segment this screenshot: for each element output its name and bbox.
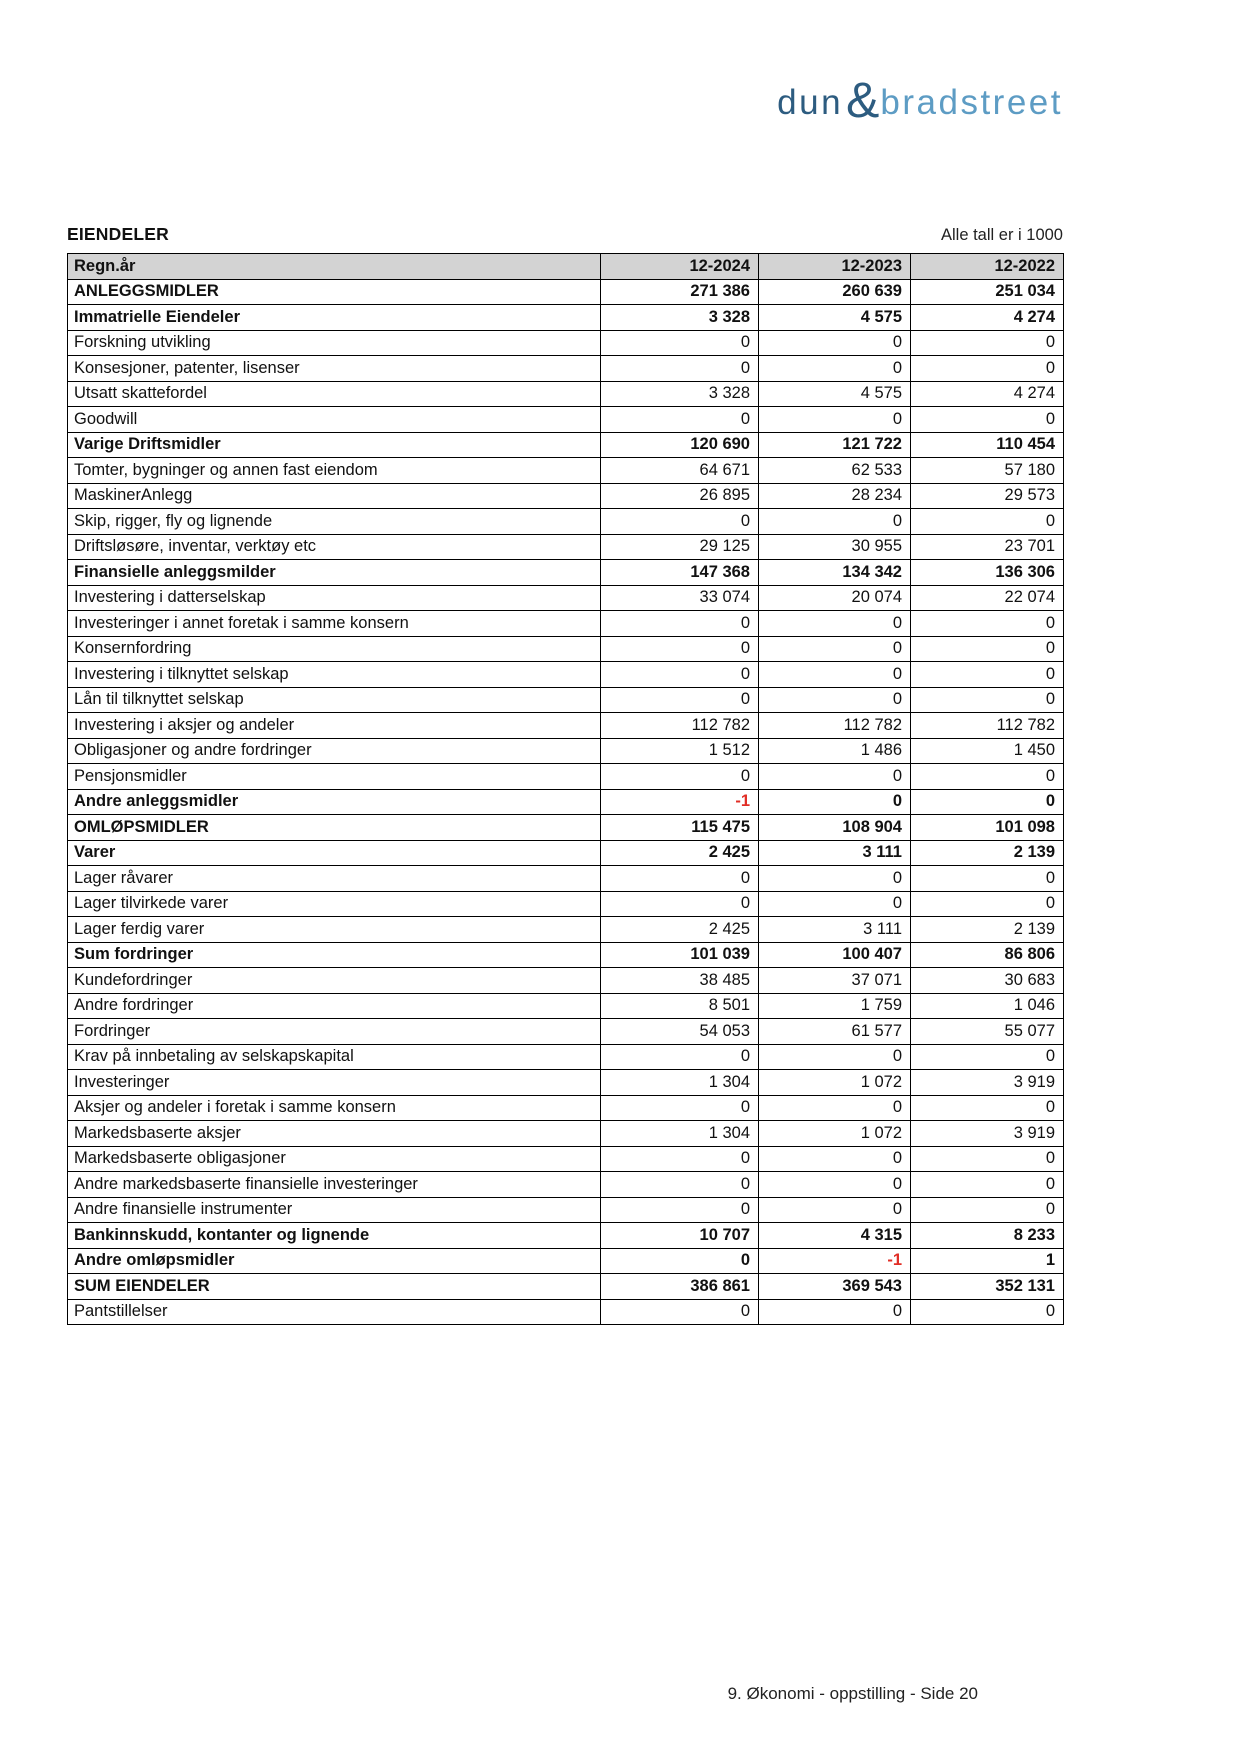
table-row [68, 330, 1064, 356]
table-row [68, 560, 1064, 586]
value-cell: 0 [759, 1044, 911, 1070]
row-label: OMLØPSMIDLER [68, 815, 601, 841]
table-row [68, 585, 1064, 611]
col-header-12-2022: 12-2022 [911, 254, 1064, 280]
page-title: EIENDELER [67, 224, 169, 244]
value-cell: 4 575 [759, 381, 911, 407]
row-label: Andre markedsbaserte finansielle investeringer [68, 1172, 601, 1198]
row-label: Forskning utvikling [68, 330, 601, 356]
row-label: Andre fordringer [68, 993, 601, 1019]
row-label: Goodwill [68, 407, 601, 433]
value-cell: 0 [601, 687, 759, 713]
value-cell: 0 [911, 1299, 1064, 1325]
table-row [68, 840, 1064, 866]
value-cell: 3 111 [759, 840, 911, 866]
col-header-12-2024: 12-2024 [601, 254, 759, 280]
value-cell: 0 [759, 330, 911, 356]
value-cell: 20 074 [759, 585, 911, 611]
value-cell: 86 806 [911, 942, 1064, 968]
table-row [68, 381, 1064, 407]
value-cell: 4 274 [911, 305, 1064, 331]
table-row [68, 1019, 1064, 1045]
logo-word-dun: dun [777, 83, 844, 122]
value-cell: 0 [759, 1197, 911, 1223]
value-cell: 4 575 [759, 305, 911, 331]
table-row [68, 968, 1064, 994]
table-row [68, 866, 1064, 892]
table-body [68, 279, 1064, 1325]
value-cell: 0 [759, 789, 911, 815]
table-row [68, 1095, 1064, 1121]
table-row [68, 815, 1064, 841]
row-label: Varige Driftsmidler [68, 432, 601, 458]
value-cell: 0 [911, 1146, 1064, 1172]
table-row [68, 1197, 1064, 1223]
value-cell: 1 072 [759, 1070, 911, 1096]
value-cell: 0 [911, 330, 1064, 356]
value-cell: 0 [601, 1095, 759, 1121]
table-row [68, 1248, 1064, 1274]
value-cell: 0 [601, 1172, 759, 1198]
value-cell: 0 [911, 407, 1064, 433]
value-cell: 260 639 [759, 279, 911, 305]
row-label: Andre finansielle instrumenter [68, 1197, 601, 1223]
value-cell: 2 425 [601, 917, 759, 943]
row-label: Lager tilvirkede varer [68, 891, 601, 917]
value-cell: 0 [911, 891, 1064, 917]
value-cell: 0 [911, 764, 1064, 790]
value-cell: 120 690 [601, 432, 759, 458]
value-cell: 54 053 [601, 1019, 759, 1045]
value-cell: 62 533 [759, 458, 911, 484]
table-row [68, 407, 1064, 433]
value-cell: 112 782 [601, 713, 759, 739]
value-cell: 0 [759, 1299, 911, 1325]
value-cell: 0 [601, 356, 759, 382]
table-row [68, 509, 1064, 535]
value-cell: -1 [601, 789, 759, 815]
value-cell: 30 683 [911, 968, 1064, 994]
value-cell: 2 425 [601, 840, 759, 866]
value-cell: 0 [601, 330, 759, 356]
value-cell: 0 [601, 1146, 759, 1172]
value-cell: 3 328 [601, 305, 759, 331]
value-cell: 8 501 [601, 993, 759, 1019]
dun-bradstreet-logo [777, 72, 1063, 128]
value-cell: 55 077 [911, 1019, 1064, 1045]
value-cell: 0 [911, 866, 1064, 892]
table-row [68, 636, 1064, 662]
value-cell: 22 074 [911, 585, 1064, 611]
value-cell: 108 904 [759, 815, 911, 841]
table-row [68, 764, 1064, 790]
table-row [68, 458, 1064, 484]
table-row [68, 1172, 1064, 1198]
value-cell: 3 919 [911, 1070, 1064, 1096]
value-cell: 26 895 [601, 483, 759, 509]
value-cell: 29 125 [601, 534, 759, 560]
row-label: MaskinerAnlegg [68, 483, 601, 509]
table-row [68, 687, 1064, 713]
table-row [68, 1274, 1064, 1300]
table-row [68, 713, 1064, 739]
row-label: Lager ferdig varer [68, 917, 601, 943]
value-cell: 369 543 [759, 1274, 911, 1300]
value-cell: 29 573 [911, 483, 1064, 509]
row-label: Investeringer [68, 1070, 601, 1096]
value-cell: 1 072 [759, 1121, 911, 1147]
table-row [68, 993, 1064, 1019]
value-cell: 0 [911, 1197, 1064, 1223]
table-row [68, 1299, 1064, 1325]
value-cell: 0 [601, 1044, 759, 1070]
logo-ampersand-icon: & [846, 72, 880, 128]
value-cell: 0 [759, 866, 911, 892]
value-cell: 110 454 [911, 432, 1064, 458]
row-label: Investering i tilknyttet selskap [68, 662, 601, 688]
value-cell: 2 139 [911, 840, 1064, 866]
row-label: Investeringer i annet foretak i samme konsern [68, 611, 601, 637]
value-cell: 0 [759, 1172, 911, 1198]
row-label: Kundefordringer [68, 968, 601, 994]
row-label: Lager råvarer [68, 866, 601, 892]
table-row [68, 662, 1064, 688]
value-cell: 57 180 [911, 458, 1064, 484]
value-cell: 0 [601, 1197, 759, 1223]
row-label: Lån til tilknyttet selskap [68, 687, 601, 713]
value-cell: 121 722 [759, 432, 911, 458]
table-row [68, 1070, 1064, 1096]
value-cell: 271 386 [601, 279, 759, 305]
value-cell: 0 [759, 356, 911, 382]
value-cell: 4 315 [759, 1223, 911, 1249]
units-note: Alle tall er i 1000 [941, 226, 1063, 244]
value-cell: 0 [911, 1044, 1064, 1070]
row-label: Immatrielle Eiendeler [68, 305, 601, 331]
value-cell: 33 074 [601, 585, 759, 611]
value-cell: 38 485 [601, 968, 759, 994]
value-cell: 3 919 [911, 1121, 1064, 1147]
row-label: Driftsløsøre, inventar, verktøy etc [68, 534, 601, 560]
value-cell: 8 233 [911, 1223, 1064, 1249]
value-cell: 0 [911, 1172, 1064, 1198]
table-row [68, 738, 1064, 764]
value-cell: 0 [601, 866, 759, 892]
value-cell: 0 [601, 764, 759, 790]
value-cell: 0 [911, 356, 1064, 382]
value-cell: 101 039 [601, 942, 759, 968]
row-label: SUM EIENDELER [68, 1274, 601, 1300]
value-cell: 101 098 [911, 815, 1064, 841]
value-cell: 147 368 [601, 560, 759, 586]
table-row [68, 305, 1064, 331]
row-label: Sum fordringer [68, 942, 601, 968]
row-label: Markedsbaserte obligasjoner [68, 1146, 601, 1172]
col-header-regnar: Regn.år [68, 254, 601, 280]
value-cell: 0 [911, 789, 1064, 815]
row-label: Obligasjoner og andre fordringer [68, 738, 601, 764]
row-label: Andre anleggsmidler [68, 789, 601, 815]
value-cell: 1 304 [601, 1121, 759, 1147]
row-label: Investering i aksjer og andeler [68, 713, 601, 739]
value-cell: 0 [759, 662, 911, 688]
table-row [68, 917, 1064, 943]
value-cell: 0 [759, 407, 911, 433]
value-cell: 1 450 [911, 738, 1064, 764]
value-cell: 0 [911, 687, 1064, 713]
value-cell: 10 707 [601, 1223, 759, 1249]
value-cell: 0 [759, 891, 911, 917]
table-row [68, 1223, 1064, 1249]
title-row [67, 224, 1063, 245]
value-cell: 0 [911, 1095, 1064, 1121]
row-label: Markedsbaserte aksjer [68, 1121, 601, 1147]
value-cell: 0 [601, 1299, 759, 1325]
value-cell: 0 [911, 611, 1064, 637]
value-cell: 112 782 [911, 713, 1064, 739]
value-cell: 251 034 [911, 279, 1064, 305]
row-label: Pantstillelser [68, 1299, 601, 1325]
table-row [68, 432, 1064, 458]
value-cell: 0 [911, 636, 1064, 662]
value-cell: 0 [601, 509, 759, 535]
value-cell: 0 [601, 891, 759, 917]
row-label: Andre omløpsmidler [68, 1248, 601, 1274]
col-header-12-2023: 12-2023 [759, 254, 911, 280]
value-cell: 1 759 [759, 993, 911, 1019]
value-cell: 3 111 [759, 917, 911, 943]
value-cell: 1 512 [601, 738, 759, 764]
row-label: Skip, rigger, fly og lignende [68, 509, 601, 535]
table-row [68, 534, 1064, 560]
value-cell: 0 [601, 662, 759, 688]
value-cell: 136 306 [911, 560, 1064, 586]
row-label: Bankinnskudd, kontanter og lignende [68, 1223, 601, 1249]
value-cell: 23 701 [911, 534, 1064, 560]
row-label: Konsesjoner, patenter, lisenser [68, 356, 601, 382]
table-header-row [68, 254, 1064, 280]
row-label: Utsatt skattefordel [68, 381, 601, 407]
value-cell: 2 139 [911, 917, 1064, 943]
value-cell: 0 [601, 1248, 759, 1274]
value-cell: 1 046 [911, 993, 1064, 1019]
row-label: Tomter, bygninger og annen fast eiendom [68, 458, 601, 484]
value-cell: 4 274 [911, 381, 1064, 407]
table-row [68, 789, 1064, 815]
row-label: Aksjer og andeler i foretak i samme konsern [68, 1095, 601, 1121]
row-label: Investering i datterselskap [68, 585, 601, 611]
value-cell: 100 407 [759, 942, 911, 968]
value-cell: 0 [759, 1146, 911, 1172]
value-cell: -1 [759, 1248, 911, 1274]
table-row [68, 1146, 1064, 1172]
value-cell: 134 342 [759, 560, 911, 586]
value-cell: 0 [759, 1095, 911, 1121]
table-row [68, 891, 1064, 917]
table-row [68, 1121, 1064, 1147]
value-cell: 386 861 [601, 1274, 759, 1300]
row-label: Krav på innbetaling av selskapskapital [68, 1044, 601, 1070]
table-row [68, 611, 1064, 637]
value-cell: 0 [759, 611, 911, 637]
value-cell: 28 234 [759, 483, 911, 509]
balance-sheet-table [67, 253, 1064, 1325]
row-label: Fordringer [68, 1019, 601, 1045]
value-cell: 115 475 [601, 815, 759, 841]
table-row [68, 1044, 1064, 1070]
value-cell: 1 [911, 1248, 1064, 1274]
value-cell: 0 [759, 509, 911, 535]
table-row [68, 279, 1064, 305]
value-cell: 0 [911, 509, 1064, 535]
value-cell: 1 304 [601, 1070, 759, 1096]
logo-word-bradstreet: bradstreet [880, 83, 1063, 122]
value-cell: 1 486 [759, 738, 911, 764]
table-row [68, 356, 1064, 382]
value-cell: 0 [759, 636, 911, 662]
value-cell: 0 [601, 611, 759, 637]
row-label: Pensjonsmidler [68, 764, 601, 790]
value-cell: 0 [601, 407, 759, 433]
value-cell: 112 782 [759, 713, 911, 739]
table-row [68, 942, 1064, 968]
row-label: Konsernfordring [68, 636, 601, 662]
value-cell: 61 577 [759, 1019, 911, 1045]
value-cell: 0 [911, 662, 1064, 688]
table-row [68, 483, 1064, 509]
value-cell: 37 071 [759, 968, 911, 994]
value-cell: 3 328 [601, 381, 759, 407]
value-cell: 64 671 [601, 458, 759, 484]
value-cell: 0 [601, 636, 759, 662]
page-footer: 9. Økonomi - oppstilling - Side 20 [727, 1684, 978, 1703]
value-cell: 352 131 [911, 1274, 1064, 1300]
row-label: Varer [68, 840, 601, 866]
row-label: ANLEGGSMIDLER [68, 279, 601, 305]
value-cell: 0 [759, 687, 911, 713]
value-cell: 30 955 [759, 534, 911, 560]
row-label: Finansielle anleggsmilder [68, 560, 601, 586]
value-cell: 0 [759, 764, 911, 790]
